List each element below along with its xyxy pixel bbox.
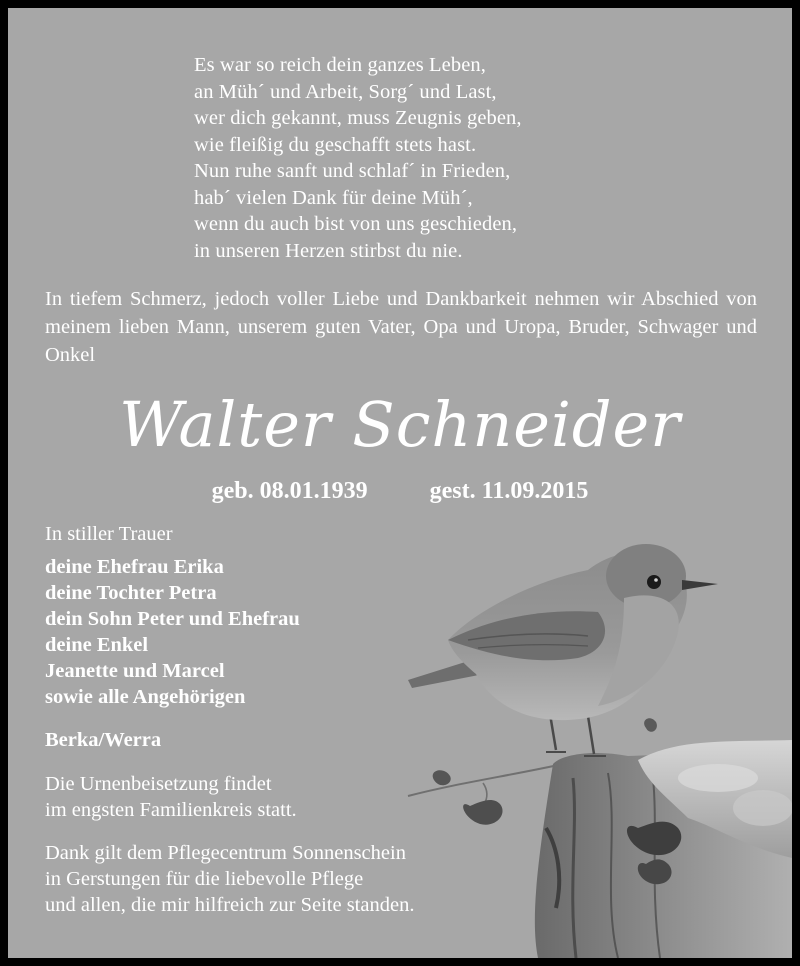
death-date: gest. 11.09.2015 (429, 478, 589, 504)
robin-photo (388, 528, 792, 958)
thanks-text (45, 840, 414, 918)
intro-text: In tiefem Schmerz, jedoch voller Liebe und Dankbarkeit nehmen wir Abschied von meinem lieben Mann, unserem guten Vater, Opa und Uropa, Bruder, Schwager und Onkel (45, 288, 757, 366)
poem-line: an Müh´ und Arbeit, Sorg´ und Last, (194, 80, 497, 103)
poem-line: wie fleißig du geschafft stets hast. (194, 133, 477, 156)
mourner: deine Enkel (45, 634, 149, 656)
thanks-line: und allen, die mir hilfreich zur Seite standen. (45, 894, 415, 916)
mourner: sowie alle Angehörigen (45, 686, 246, 708)
birth-date: geb. 08.01.1939 (211, 478, 368, 504)
deceased-name: Walter Schneider (119, 388, 681, 461)
poem-line: Nun ruhe sanft und schlaf´ in Frieden, (194, 160, 511, 182)
mourner: deine Ehefrau Erika (45, 556, 224, 578)
burial-notice (45, 771, 297, 823)
poem-line: wenn du auch bist von uns geschieden, (194, 213, 518, 235)
mourner: dein Sohn Peter und Ehefrau (45, 608, 300, 630)
thanks-line: Dank gilt dem Pflegecentrum Sonnenschein (45, 842, 406, 864)
town: Berka/Werra (45, 729, 162, 751)
poem-line: hab´ vielen Dank für deine Müh´, (194, 186, 473, 209)
poem-line: in unseren Herzen stirbst du nie. (194, 239, 463, 262)
mourner: deine Tochter Petra (45, 582, 217, 604)
mourning-heading: In stiller Trauer (45, 523, 173, 545)
poem (194, 52, 522, 264)
thanks-line: in Gerstungen für die liebevolle Pflege (45, 868, 364, 890)
mourner: Jeanette und Marcel (45, 660, 225, 682)
mourners-list (45, 554, 300, 710)
notice-line: Die Urnenbeisetzung findet (45, 773, 272, 795)
obituary-card (8, 8, 792, 958)
life-dates (8, 475, 792, 507)
notice-line: im engsten Familienkreis statt. (45, 799, 297, 821)
poem-line: wer dich gekannt, muss Zeugnis geben, (194, 107, 522, 129)
poem-line: Es war so reich dein ganzes Leben, (194, 54, 486, 76)
